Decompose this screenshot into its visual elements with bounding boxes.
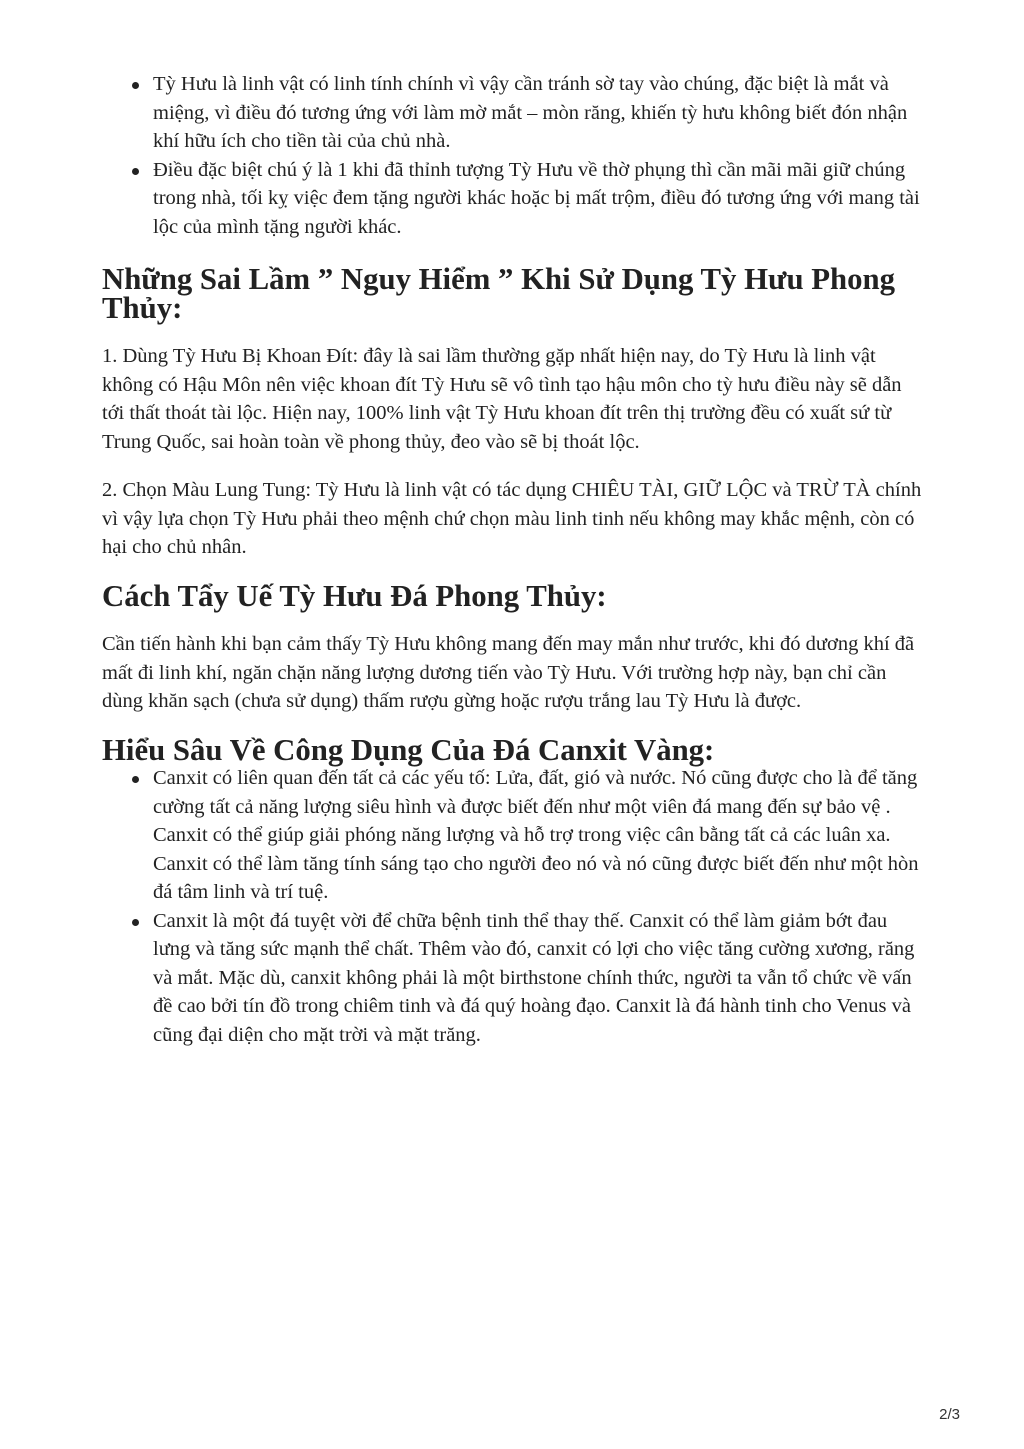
- list-item: Điều đặc biệt chú ý là 1 khi đã thỉnh tượng Tỳ Hưu về thờ phụng thì cần mãi mãi giữ chúng trong nhà, tối kỵ việc đem tặng người khác hoặc bị mất trộm, điều đó tương ứng với mang tài lộc của mình tặng người khác.: [153, 156, 924, 242]
- mistake-paragraph-2: 2. Chọn Màu Lung Tung: Tỳ Hưu là linh vật có tác dụng CHIÊU TÀI, GIỮ LỘC và TRỪ TÀ chính vì vậy lựa chọn Tỳ Hưu phải theo mệnh chứ chọn màu linh tinh nếu không may khắc mệnh, còn có hại cho chủ nhân.: [102, 479, 922, 558]
- list-item: Tỳ Hưu là linh vật có linh tính chính vì vậy cần tránh sờ tay vào chúng, đặc biệt là mắt và miệng, vì điều đó tương ứng với làm mờ mắt – mòn răng, khiến tỳ hưu không biết đón nhận khí hữu ích cho tiền tài của chủ nhà.: [153, 70, 924, 156]
- bullet-list-calcite: [102, 764, 924, 1049]
- cleansing-paragraph: Cần tiến hành khi bạn cảm thấy Tỳ Hưu không mang đến may mắn như trước, khi đó dương khí đã mất đi linh khí, ngăn chặn năng lượng dương tiến vào Tỳ Hưu. Với trường hợp này, bạn chỉ cần dùng khăn sạch (chưa sử dụng) thấm rượu gừng hoặc rượu trắng lau Tỳ Hưu là được.: [102, 633, 915, 712]
- bullet-list-top: [102, 70, 924, 241]
- list-item: Canxit là một đá tuyệt vời để chữa bệnh tinh thể thay thế. Canxit có thể làm giảm bớt đau lưng và tăng sức mạnh thể chất. Thêm vào đó, canxit có lợi cho việc tăng cường xương, răng và mắt. Mặc dù, canxit không phải là một birthstone chính thức, người ta vẫn tổ chức về vấn đề cao bởi tín đồ trong chiêm tinh và đá quý hoàng đạo. Canxit là đá hành tinh cho Venus và cũng đại diện cho mặt trời và mặt trăng.: [153, 907, 924, 1050]
- document-page: [102, 70, 924, 1049]
- list-item: Canxit có liên quan đến tất cả các yếu tố: Lửa, đất, gió và nước. Nó cũng được cho là để tăng cường tất cả năng lượng siêu hình và được biết đến như một viên đá mang đến sự bảo vệ . Canxit có thể giúp giải phóng năng lượng và hỗ trợ trong việc cân bằng tất cả các luân xa. Canxit có thể làm tăng tính sáng tạo cho người đeo nó và nó cũng được biết đến như một hòn đá tâm linh và trí tuệ.: [153, 764, 924, 907]
- section-heading-mistakes: Những Sai Lầm ” Nguy Hiểm ” Khi Sử Dụng Tỳ Hưu Phong Thủy:: [102, 262, 895, 325]
- page-number: 2/3: [939, 1406, 960, 1423]
- section-heading-calcite: Hiểu Sâu Về Công Dụng Của Đá Canxit Vàng:: [102, 732, 715, 767]
- section-heading-cleansing: Cách Tẩy Uế Tỳ Hưu Đá Phong Thủy:: [102, 578, 607, 613]
- mistake-paragraph-1: 1. Dùng Tỳ Hưu Bị Khoan Đít: đây là sai lầm thường gặp nhất hiện nay, do Tỳ Hưu là linh vật không có Hậu Môn nên việc khoan đít Tỳ Hưu sẽ vô tình tạo hậu môn cho tỳ hưu điều này sẽ dẫn tới thất thoát tài lộc. Hiện nay, 100% linh vật Tỳ Hưu khoan đít trên thị trường đều có xuất sứ từ Trung Quốc, sai hoàn toàn về phong thủy, đeo vào sẽ bị thoát lộc.: [102, 345, 902, 453]
